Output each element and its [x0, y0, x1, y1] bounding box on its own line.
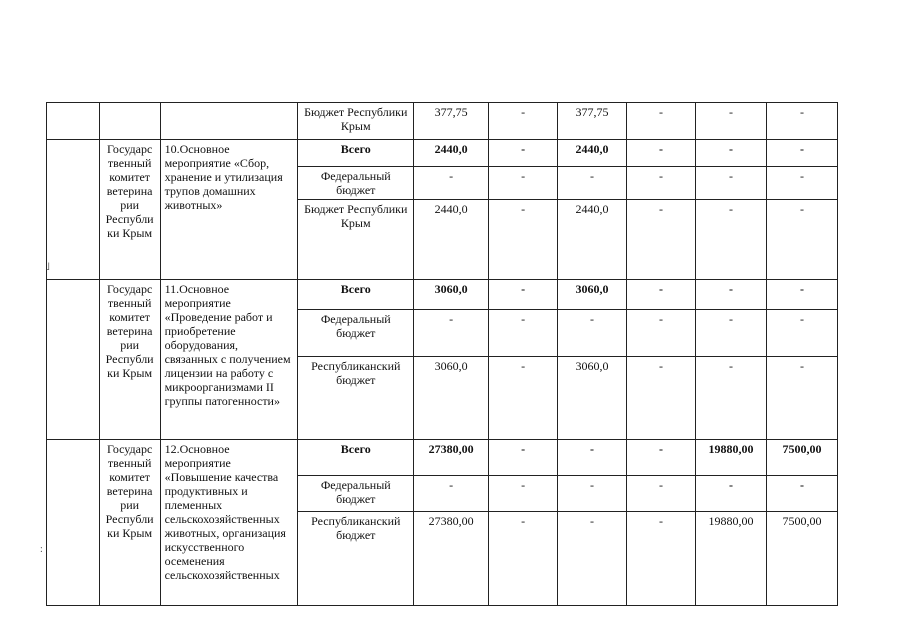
value-col-3: -: [558, 440, 627, 476]
value-total: 3060,0: [414, 357, 489, 440]
value-col-4: -: [627, 357, 696, 440]
value-col-5: -: [695, 200, 766, 280]
value-col-4: -: [627, 167, 696, 200]
value-col-6: -: [766, 200, 837, 280]
value-col-3: 2440,0: [558, 140, 627, 167]
executor-cell: Государс твенный комитет ветерина рии Республи ки Крым: [99, 140, 160, 280]
value-col-6: -: [766, 103, 837, 140]
value-col-5: -: [695, 103, 766, 140]
value-total: -: [414, 167, 489, 200]
value-col-4: -: [627, 103, 696, 140]
value-total: 27380,00: [414, 512, 489, 606]
table-row: [47, 103, 838, 140]
value-col-5: -: [695, 140, 766, 167]
funding-source: Республиканский бюджет: [298, 512, 414, 606]
index-cell: [47, 440, 100, 606]
table-row: [47, 440, 838, 476]
value-col-2: -: [489, 167, 558, 200]
value-col-2: -: [489, 476, 558, 512]
value-col-2: -: [489, 440, 558, 476]
value-col-5: -: [695, 310, 766, 357]
value-col-2: -: [489, 280, 558, 310]
value-col-2: -: [489, 357, 558, 440]
value-col-6: 7500,00: [766, 440, 837, 476]
value-total: -: [414, 476, 489, 512]
value-total: -: [414, 310, 489, 357]
funding-source: Бюджет Республики Крым: [298, 103, 414, 140]
funding-source: Федеральный бюджет: [298, 476, 414, 512]
value-col-3: 3060,0: [558, 357, 627, 440]
value-col-3: 377,75: [558, 103, 627, 140]
scan-artifact: ˩: [46, 262, 50, 273]
value-col-3: -: [558, 310, 627, 357]
value-col-2: -: [489, 140, 558, 167]
value-col-2: -: [489, 200, 558, 280]
value-col-5: 19880,00: [695, 440, 766, 476]
budget-table: [46, 102, 838, 606]
value-col-3: 3060,0: [558, 280, 627, 310]
value-total: 27380,00: [414, 440, 489, 476]
activity-cell: 10.Основное мероприятие «Сбор, хранение и утилизация трупов домашних животных»: [160, 140, 298, 280]
scan-artifact: :: [40, 544, 43, 555]
value-total: 2440,0: [414, 140, 489, 167]
value-col-5: -: [695, 357, 766, 440]
value-col-3: -: [558, 167, 627, 200]
funding-source: Федеральный бюджет: [298, 167, 414, 200]
value-col-5: -: [695, 167, 766, 200]
value-col-3: 2440,0: [558, 200, 627, 280]
funding-source: Республиканский бюджет: [298, 357, 414, 440]
value-col-6: -: [766, 476, 837, 512]
value-col-2: -: [489, 512, 558, 606]
activity-cell: 11.Основное мероприятие «Проведение работ и приобретение оборудования, связанных с получением лицензии на работу с микроорганизмами II группы патогенности»: [160, 280, 298, 440]
index-cell: [47, 140, 100, 280]
executor-cell: Государс твенный комитет ветерина рии Республи ки Крым: [99, 280, 160, 440]
funding-source: Всего: [298, 280, 414, 310]
funding-source: Федеральный бюджет: [298, 310, 414, 357]
activity-cell: [160, 103, 298, 140]
value-col-6: -: [766, 280, 837, 310]
value-col-6: -: [766, 140, 837, 167]
funding-source: Всего: [298, 140, 414, 167]
value-col-4: -: [627, 512, 696, 606]
value-col-5: -: [695, 280, 766, 310]
value-col-4: -: [627, 140, 696, 167]
value-col-4: -: [627, 440, 696, 476]
value-total: 2440,0: [414, 200, 489, 280]
value-col-6: -: [766, 310, 837, 357]
value-col-2: -: [489, 103, 558, 140]
value-col-5: -: [695, 476, 766, 512]
value-col-4: -: [627, 476, 696, 512]
index-cell: [47, 103, 100, 140]
value-col-4: -: [627, 310, 696, 357]
funding-source: Всего: [298, 440, 414, 476]
value-col-5: 19880,00: [695, 512, 766, 606]
activity-cell: 12.Основное мероприятие «Повышение качества продуктивных и племенных сельскохозяйственных животных, организация искусственного осеменения сельскохозяйственных: [160, 440, 298, 606]
value-total: 377,75: [414, 103, 489, 140]
value-total: 3060,0: [414, 280, 489, 310]
value-col-4: -: [627, 200, 696, 280]
index-cell: [47, 280, 100, 440]
value-col-3: -: [558, 512, 627, 606]
value-col-6: 7500,00: [766, 512, 837, 606]
value-col-6: -: [766, 167, 837, 200]
table-row: [47, 140, 838, 167]
executor-cell: [99, 103, 160, 140]
table-row: [47, 280, 838, 310]
value-col-4: -: [627, 280, 696, 310]
value-col-2: -: [489, 310, 558, 357]
value-col-3: -: [558, 476, 627, 512]
value-col-6: -: [766, 357, 837, 440]
funding-source: Бюджет Республики Крым: [298, 200, 414, 280]
executor-cell: Государс твенный комитет ветерина рии Республи ки Крым: [99, 440, 160, 606]
